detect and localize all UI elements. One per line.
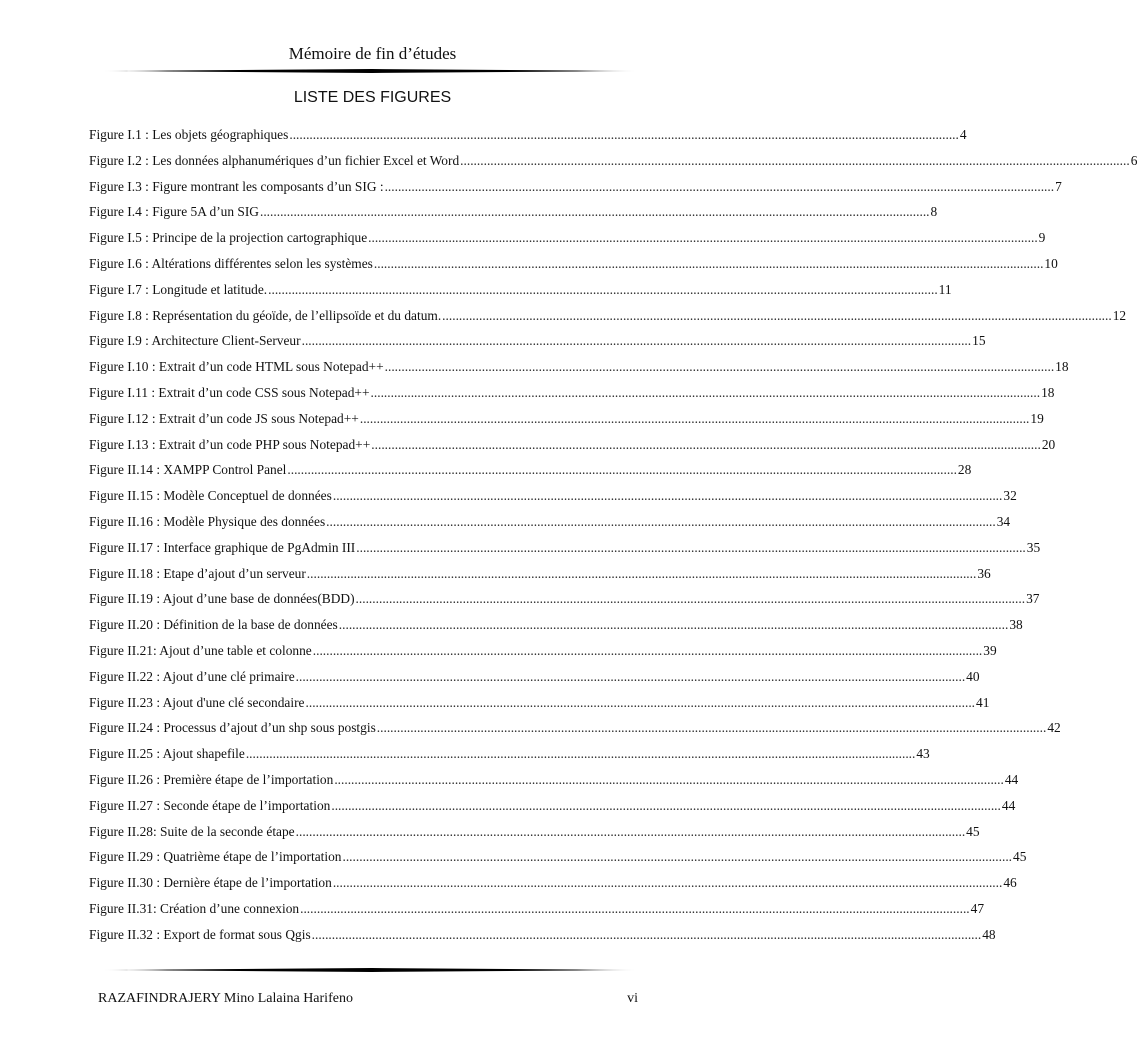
dot-leader: ........................................................................................................................................................................................................ [300,900,970,916]
figure-entry-page: 9 [1038,230,1046,246]
figure-entry-label: Figure I.1 : Les objets géographiques [89,127,289,142]
figure-entry-label: Figure II.14 : XAMPP Control Panel [89,462,287,478]
figure-entry-label: Figure I.5 : Principe de la projection cartographique [89,230,368,246]
figure-entry-page: 4 [959,127,967,142]
dot-leader: ........................................................................................................................................................................................................ [355,591,1026,607]
figure-entry-page: 19 [1030,410,1044,426]
figure-entry[interactable] [89,900,985,926]
figure-entry[interactable] [89,539,1041,565]
figure-entry-page: 32 [1003,488,1017,504]
running-header-title: Mémoire de fin d’études [288,44,457,63]
dot-leader: ........................................................................................................................................................................................................ [376,720,1047,736]
footer-author: RAZAFINDRAJERY Mino Lalaina Harifeno [98,991,353,1006]
figure-entry-label: Figure II.25 : Ajout shapefile [89,746,245,762]
dot-leader: ........................................................................................................................................................................................................ [342,849,1013,865]
figure-entry-page: 15 [972,333,986,349]
figure-entry-label: Figure II.28: Suite de la seconde étape [89,823,295,839]
dot-leader: ........................................................................................................................................................................................................ [301,333,972,349]
figure-entry[interactable] [89,255,1058,281]
dot-leader: ........................................................................................................................................................................................................ [338,617,1009,633]
figure-entry-label: Figure I.8 : Représentation du géoïde, de l’ellipsoïde et du datum. [89,307,442,323]
figure-entry-label: Figure II.20 : Définition de la base de données [89,617,338,633]
dot-leader: ........................................................................................................................................................................................................ [305,694,976,710]
figure-entry[interactable] [89,719,1061,745]
figure-entry[interactable] [89,513,1011,539]
figure-entry-label: Figure I.12 : Extrait d’un code JS sous Notepad++ [89,410,359,426]
figure-entry-page: 41 [976,694,990,710]
dot-leader: ........................................................................................................................................................................................................ [332,875,1003,891]
figure-entry-label: Figure II.30 : Dernière étape de l’importation [89,875,332,891]
figure-entry-page: 42 [1047,720,1061,736]
figure-entry[interactable] [89,797,1016,823]
figure-entry[interactable] [89,461,972,487]
figure-entry-label: Figure II.19 : Ajout d’une base de données(BDD) [89,591,355,607]
figure-entry-page: 43 [916,746,930,762]
figure-entry[interactable] [89,926,996,952]
dot-leader: ........................................................................................................................................................................................................ [373,255,1044,271]
dot-leader: ........................................................................................................................................................................................................ [384,359,1055,375]
figure-entry[interactable] [89,565,991,591]
dot-leader: ........................................................................................................................................................................................................ [371,436,1041,452]
dot-leader: ........................................................................................................................................................................................................ [295,823,966,839]
figure-entry-label: Figure I.9 : Architecture Client-Serveur [89,333,301,349]
figure-entry[interactable] [89,642,997,668]
figure-entry-page: 44 [1004,771,1019,787]
figure-entry[interactable] [89,203,938,229]
figure-entry-label: Figure II.18 : Etape d’ajout d’un serveur [89,565,306,581]
figure-entry-page: 20 [1041,436,1056,452]
figure-entry-page: 28 [957,462,972,478]
figure-entry-page: 10 [1044,255,1058,271]
figure-entry-page: 45 [966,823,980,839]
figure-entry[interactable] [89,152,1137,178]
dot-leader: ........................................................................................................................................................................................................ [295,668,966,684]
figure-entry[interactable] [89,126,967,152]
figure-entry[interactable] [89,668,980,694]
dot-leader: ........................................................................................................................................................................................................ [370,384,1041,400]
dot-leader: ........................................................................................................................................................................................................ [287,462,957,478]
figure-entry[interactable] [89,332,986,358]
dot-leader: ........................................................................................................................................................................................................ [460,152,1130,168]
dot-leader: ........................................................................................................................................................................................................ [326,513,996,529]
figure-entry-page: 34 [996,513,1011,529]
figure-entry-label: Figure I.4 : Figure 5A d’un SIG [89,204,259,220]
figure-entry-label: Figure I.3 : Figure montrant les composants d’un SIG : [89,178,384,194]
figure-entry[interactable] [89,358,1069,384]
footer-rule [102,968,642,972]
figure-entry-page: 12 [1112,307,1127,323]
figure-entry[interactable] [89,590,1040,616]
figure-entry-page: 6 [1130,152,1137,168]
figure-entry-label: Figure I.6 : Altérations différentes selon les systèmes [89,255,373,271]
figure-entry[interactable] [89,410,1044,436]
figure-list [89,126,1137,952]
dot-leader: ........................................................................................................................................................................................................ [259,204,930,220]
dot-leader: ........................................................................................................................................................................................................ [331,797,1001,813]
header-rule [102,69,642,73]
figure-entry-page: 36 [977,565,991,581]
figure-entry-label: Figure I.2 : Les données alphanumériques d’un fichier Excel et Word [89,152,460,168]
list-of-figures-title: LISTE DES FIGURES [293,89,452,106]
figure-entry-page: 44 [1001,797,1016,813]
figure-entry[interactable] [89,874,1017,900]
figure-entry-label: Figure I.13 : Extrait d’un code PHP sous Notepad++ [89,436,371,452]
dot-leader: ........................................................................................................................................................................................................ [245,746,916,762]
figure-entry-label: Figure II.26 : Première étape de l’importation [89,771,334,787]
figure-entry-label: Figure II.22 : Ajout d’une clé primaire [89,668,295,684]
dot-leader: ........................................................................................................................................................................................................ [268,281,938,297]
dot-leader: ........................................................................................................................................................................................................ [442,307,1112,323]
dot-leader: ........................................................................................................................................................................................................ [306,565,977,581]
figure-entry-page: 38 [1009,617,1023,633]
figure-entry-page: 40 [966,668,980,684]
figure-entry[interactable] [89,436,1056,462]
figure-entry-page: 48 [982,926,996,942]
figure-entry-label: Figure II.16 : Modèle Physique des données [89,513,326,529]
figure-entry-page: 18 [1041,384,1055,400]
dot-leader: ........................................................................................................................................................................................................ [384,178,1055,194]
figure-entry-page: 11 [938,281,952,297]
figure-entry-page: 37 [1026,591,1040,607]
dot-leader: ........................................................................................................................................................................................................ [332,488,1003,504]
figure-entry[interactable] [89,229,1046,255]
figure-entry-page: 8 [930,204,938,220]
figure-entry-label: Figure II.31: Création d’une connexion [89,900,300,916]
dot-leader: ........................................................................................................................................................................................................ [368,230,1038,246]
figure-entry-label: Figure II.21: Ajout d’une table et colonne [89,642,312,658]
figure-entry[interactable] [89,823,980,849]
footer-page-number: vi [627,991,638,1006]
figure-entry[interactable] [89,745,930,771]
figure-entry-label: Figure II.32 : Export de format sous Qgis [89,926,311,942]
figure-entry[interactable] [89,281,952,307]
dot-leader: ........................................................................................................................................................................................................ [356,539,1026,555]
figure-entry-page: 7 [1055,178,1062,194]
dot-leader: ........................................................................................................................................................................................................ [359,410,1030,426]
figure-entry-page: 47 [970,900,985,916]
figure-entry[interactable] [89,694,990,720]
dot-leader: ........................................................................................................................................................................................................ [311,926,982,942]
figure-entry-label: Figure II.15 : Modèle Conceptuel de données [89,488,332,504]
figure-entry[interactable] [89,487,1017,513]
dot-leader: ........................................................................................................................................................................................................ [289,127,959,142]
figure-entry[interactable] [89,307,1127,333]
figure-entry-label: Figure I.7 : Longitude et latitude. [89,281,268,297]
figure-entry[interactable] [89,616,1023,642]
figure-entry-label: Figure II.27 : Seconde étape de l’importation [89,797,331,813]
dot-leader: ........................................................................................................................................................................................................ [312,642,983,658]
figure-entry-label: Figure II.23 : Ajout d'une clé secondaire [89,694,305,710]
figure-entry-label: Figure II.17 : Interface graphique de PgAdmin III [89,539,356,555]
figure-entry[interactable] [89,384,1055,410]
figure-entry-page: 35 [1026,539,1041,555]
dot-leader: ........................................................................................................................................................................................................ [334,771,1004,787]
figure-entry-label: Figure II.29 : Quatrième étape de l’importation [89,849,342,865]
figure-entry[interactable] [89,848,1027,874]
figure-entry-page: 39 [983,642,997,658]
figure-entry-label: Figure I.11 : Extrait d’un code CSS sous Notepad++ [89,384,370,400]
figure-entry-page: 18 [1055,359,1069,375]
figure-entry[interactable] [89,178,1062,204]
figure-entry-label: Figure I.10 : Extrait d’un code HTML sous Notepad++ [89,359,384,375]
figure-entry-page: 45 [1013,849,1027,865]
figure-entry-label: Figure II.24 : Processus d’ajout d’un shp sous postgis [89,720,376,736]
figure-entry[interactable] [89,771,1019,797]
figure-entry-page: 46 [1003,875,1017,891]
